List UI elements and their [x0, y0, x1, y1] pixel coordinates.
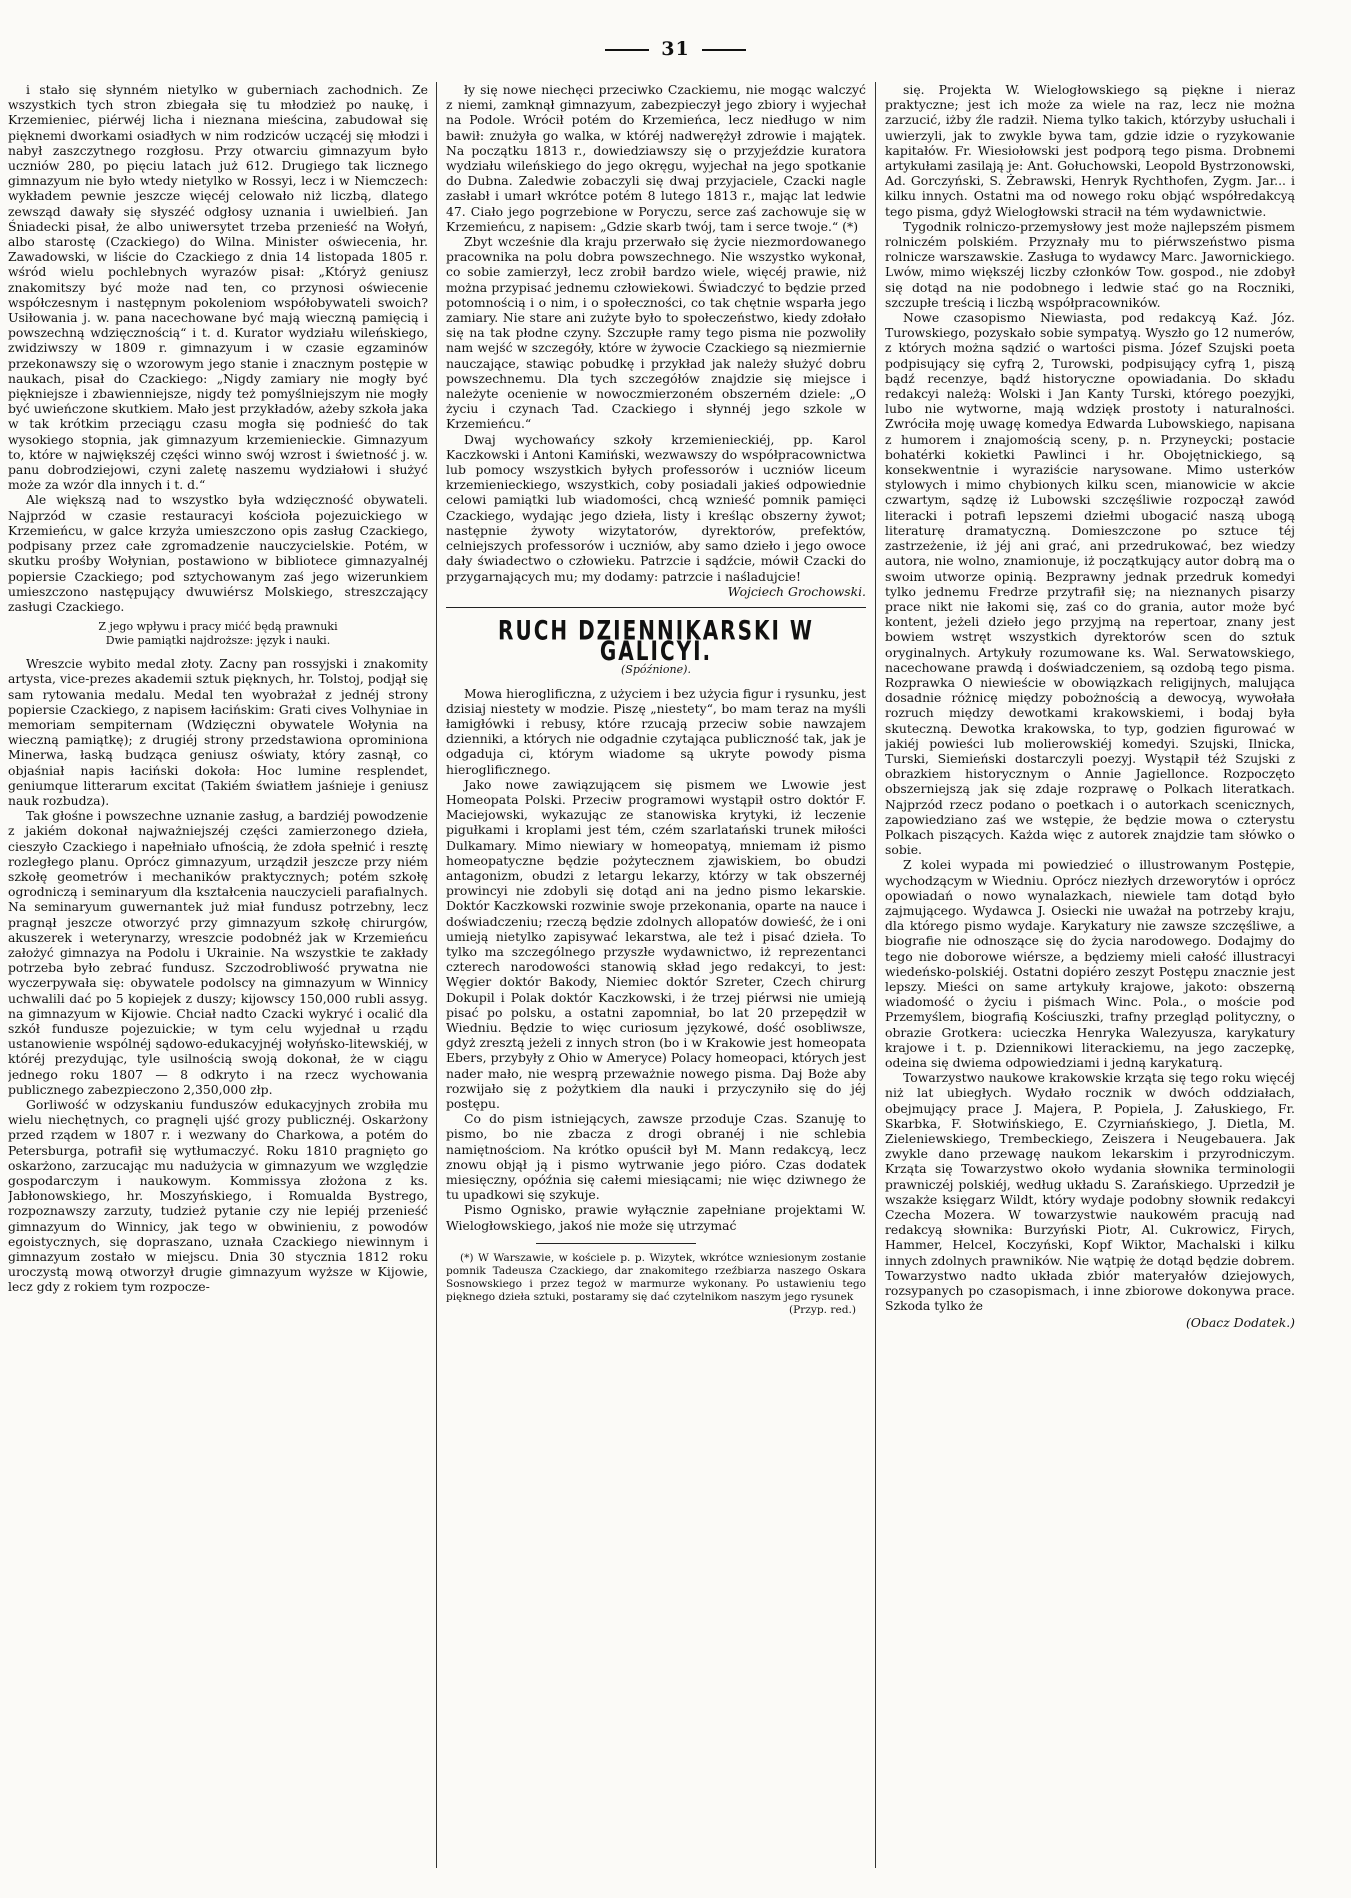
paragraph: Gorliwość w odzyskaniu funduszów edukacyjnych zrobiła mu wielu niechętnych, co pragnęli ujść grozy publicznéj. Oskarżony przed rządem w 1807 r. i wezwany do Charkowa, a potém do Petersburga, potrafił się wytłumaczyć. Roku 1810 pragnięto go oskarżono, zarzucając mu nadużycia w gimnazyum we względzie gospodarczym i naukowym. Kommissya złożona z ks. Jabłonowskiego, hr. Moszyńskiego, i Romualda Bystrego, rozpoznawszy zarzuty, tudzież pytanie czy nie lepiéj przenieść gimnazyum do Winnicy, jak tego w obwinieniu, z powodów egoistycznych, się dopraszano, uznała Czackiego niewinnym i gimnazyum zostało w miejscu. Dnia 30 stycznia 1812 roku uroczystą mową otworzył drugie gimnazyum wyższe w Kijowie, lecz gdy z rokiem tym rozpocze- — [8, 1097, 428, 1295]
footnote-rule — [536, 1243, 696, 1244]
column-2 — [446, 82, 866, 1868]
paragraph: Tak głośne i powszechne uznanie zasług, a bardziéj powodzenie z jakiém dokonał najważniejszéj części zamierzonego dzieła, cieszyło Czackiego i napełniało ufnością, że zdoła spełnić i resztę rozległego planu. Oprócz gimnazyum, urządził jeszcze przy niém szkołę geometrów i mechaników praktycznych; potém szkołę ogrodniczą i seminaryum dla kształcenia nauczycieli parafialnych. Na seminaryum guwernantek już miał fundusz potrzebny, lecz pragnął jeszcze otworzyć przy gimnazyum szkołę chirurgów, akuszerek i weterynarzy, wreszcie podobnéż jak w Krzemieńcu założyć gimnazya na Podolu i Ukrainie. Na wszystkie te zakłady potrzeba było zebrać fundusz. Szczodrobliwość prywatna nie wyczerpywała się: obywatele podolscy na gimnazyum w Winnicy uchwalili dać po 5 kopiejek z duszy; kijowscy 150,000 rubli assyg. na gimnazyum w Kijowie. Chciał nadto Czacki wykryć i ocalić dla szkół fundusze pojezuickie; w tym celu wyjednał u rządu ustanowienie wspólnéj sądowo-edukacyjnéj wołyńsko-litewskiéj, w któréj prezydując, tyle usilnością swoją dokonał, że w ciągu jednego roku 1807 — 8 odkryto i na rzecz wychowania publicznego zabezpieczono 2,350,000 złp. — [8, 808, 428, 1097]
paragraph: ły się nowe niechęci przeciwko Czackiemu, nie mogąc walczyć z niemi, zamknął gimnazyum, zabezpieczył jego zbiory i wyjechał na Podole. Wrócił potém do Krzemieńca, lecz niedługo w nim bawił: znużyła go walka, w któréj nadwerężył zdrowie i majątek. Na początku 1813 r., dowiedziawszy się o przyjeździe kuratora wydziału wileńskiego do jego okręgu, wyjechał na jego spotkanie do Dubna. Zaledwie zobaczyli się dwaj przyjaciele, Czacki nagle zasłabł i umarł wkrótce potém 8 lutego 1813 r., mając lat ledwie 47. Ciało jego pogrzebione w Poryczu, serce zaś zachowuje się w Krzemieńcu, z napisem: „Gdzie skarb twój, tam i serce twoje.“ (*) — [446, 82, 866, 234]
paragraph: Jako nowe zawiązującem się pismem we Lwowie jest Homeopata Polski. Przeciw programowi wystąpił ostro doktór F. Maciejowski, wykazując ze stanowiska krytyki, iż leczenie pigułkami i kroplami jest tém, czém szarlatański trunek miłości Dulkamary. Mimo niewiary w homeopatyą, mniemam iż pismo homeopatyczne będzie pożytecznem zjawiskiem, bo obudzi antagonizm, obudzi z letargu lekarzy, którzy w tak obszernéj prowincyi nie zdobyli się dotąd ani na jedno pismo lekarskie. Doktór Kaczkowski rozwinie swoje przekonania, oparte na nauce i doświadczeniu; rzeczą będzie zdolnych allopatów dowieść, że i oni umieją nietylko zapisywać lekarstwa, ale też i pisać dzieła. To tylko ma szczególnego przyszłe wydawnictwo, iż reprezentanci czterech narodowości stanowią skład jego redakcyi, to jest: Węgier doktór Bakody, Niemiec doktór Szreter, Czech chirurg Dokupil i Polak doktór Kaczkowski, i że trzej piérwsi nie umieją pisać po polsku, a ostatni zapomniał, bo lat 20 przepędził w Wiedniu. Będzie to więc curiosum językowé, dość osobliwsze, gdyż zresztą jeżeli z innych stron (bo i w Krakowie jest homeopata Ebers, przybyły z Ohio w Ameryce) Polacy homeopaci, których jest nader mało, nie wesprą przeważnie nowego pisma. Daj Boże aby rozwijało się z pożytkiem dla nauki i przyczyniło się do jéj postępu. — [446, 776, 866, 1111]
column-rule — [875, 82, 876, 1868]
paragraph: i stało się słynném nietylko w guberniach zachodnich. Ze wszystkich tych stron zbiegała się tu młodzież po naukę, i Krzemieniec, piérwéj licha i nieznana mieścina, zabudował się pięknemi dworkami osiadłych w nim rodziców uczącéj się młodzi i nabył zaszczytnego rozgłosu. Przy otwarciu gimnazyum było uczniów 280, po pięciu latach już 612. Drugiego tak licznego gimnazyum nie było wtedy nietylko w Rossyi, lecz i w Niemczech: wykładem pewnie jeszcze więcéj celowało niż liczbą, dlatego zewsząd dawały się słyszéć odgłosy uznania i uwielbień. Jan Śniadecki pisał, że albo uniwersytet trzeba przenieść na Wołyń, albo starostę (Czackiego) do Wilna. Minister oświecenia, hr. Zawadowski, w liście do Czackiego z dnia 14 listopada 1805 r. wśród wielu pochlebnych wyrazów pisał: „Któryż geniusz znakomitszy być może nad ten, co przynosi oświecenie współczesnym i następnym pokoleniom współobywateli swoich? Usiłowania j. w. pana nacechowane być mają wieczną pamięcią i powszechną wdzięcznością“ i t. d. Kurator wydziału wileńskiego, zwidziwszy w 1809 r. gimnazyum i w czasie egzaminów przekonawszy się o wzorowym jego stanie i znacznym postępie w naukach, pisał do Czackiego: „Nigdy zamiary nie mogły być piękniejsze i zbawienniejsze, nigdy też pomyślniejszym nie mogły być uwieńczone skutkiem. Mało jest przykładów, ażeby szkoła jaka w tak krótkim przeciągu czasu mogła się podnieść do tak wysokiego stopnia, jak gimnazyum krzemienieckie. Gimnazyum to, które w największéj części winno swój wzrost i świetność j. w. panu dobrodziejowi, czyni zaletę naszemu wydziałowi i służyć może za wzór dla innych i t. d.“ — [8, 82, 428, 493]
column-rule — [436, 82, 437, 1868]
paragraph: Pismo Ognisko, prawie wyłącznie zapełniane projektami W. Wielogłowskiego, jakoś nie może się utrzymać — [446, 1202, 866, 1233]
verse-quote — [8, 620, 428, 648]
section-title: RUCH DZIENNIKARSKI W GALICYI. — [498, 613, 814, 667]
page-number: 31 — [0, 38, 1351, 60]
paragraph: Z kolei wypada mi powiedzieć o illustrowanym Postępie, wychodzącym w Wiedniu. Oprócz niezłych drzeworytów i oprócz opowiadań o nowo wynalazkach, niewiele tam dotąd było zajmującego. Wydawca J. Osiecki nie uważał na potrzeby kraju, dla którego pismo wydaje. Karykatury nie zawsze szczęśliwe, a biografie nie odnoszące się do życia narodowego. Dodajmy do tego nie doborowe wiérsze, a będziemy mieli całość illustracyi wiedeńsko-polskiéj. Ostatni dopiéro zeszyt Postępu znacznie jest lepszy. Mieści on same artykuły krajowe, jakoto: obszerną wiadomość o życiu i piśmach Winc. Pola., o moście pod Przemyślem, biografią Kościuszki, trafny przegląd polityczny, o obrazie Grotkera: ucieczka Henryka Walezyusza, karykatury krajowe i t. p. Dziennikowi literackiemu, na jego zaczepkę, odeina się dwiema odpowiedziami i jedną karykaturą. — [885, 857, 1295, 1070]
column-3 — [885, 82, 1295, 1868]
paragraph: Wreszcie wybito medal złoty. Zacny pan rossyjski i znakomity artysta, vice-prezes akademii sztuk pięknych, hr. Tolstoj, podjął się sam rytowania medalu. Medal ten wyobrażał z jednéj strony popiersie Czackiego, z napisem łacińskim: Grati cives Volhyniae in memoriam sempiternam (Wdzięczni obywatele Wołynia na wieczną pamiątkę); z drugiéj strony przedstawiona oprominiona Minerwa, łaską budząca geniusz oświaty, który zasnął, co objaśniał napis łaciński dokoła: Hoc lumine resplendet, geniumque litterarum excitat (Takiém światłem jaśnieje i geniusz nauk rozbudza). — [8, 656, 428, 808]
paragraph: Towarzystwo naukowe krakowskie krząta się tego roku więcéj niż lat ubiegłych. Wydało rocznik w dwóch oddziałach, obejmujący prace J. Majera, P. Popiela, J. Załuskiego, Fr. Skarbka, F. Słotwińskiego, E. Czyrniańskiego, J. Dietla, M. Zieleniewskiego, Trembeckiego, Zeiszera i Neugebauera. Jak zwykle dano przewagę naukom lekarskim i przyrodniczym. Krząta się Towarzystwo około wydania słownika terminologii prawniczéj polskiéj, według układu S. Zarańskiego. Uprzedził je wszakże księgarz Wildt, który wydaje podobny słownik redakcyi Czecha Mozera. W towarzystwie naukowém pracują nad redakcyą słownika: Burzyński Piotr, Al. Cukrowicz, Firych, Hammer, Helcel, Koczyński, Kopf Wiktor, Machalski i kilku innych zdolnych prawników. Nie wątpię że dotąd będzie dobrem. Towarzystwo nadto układa zbiór materyałów dziejowych, rozsypanych po czasopismach, i inne zbiorowe dokonywa prace. Szkoda tylko że — [885, 1070, 1295, 1314]
footnote-signature: (Przyp. red.) — [788, 1303, 856, 1316]
footnote-text: (*) W Warszawie, w kościele p. p. Wizytek, wkrótce wzniesionym zostanie pomnik Tadeusza Czackiego, dar znakomitego rzeźbiarza naszego Oskara Sosnowskiego i przez tegoż w marmurze wykonany. Po ustawieniu tego pięknego dzieła sztuki, postaramy się dać czytelnikom naszym jego rysunek — [446, 1251, 866, 1303]
continuation-note: (Obacz Dodatek.) — [1185, 1315, 1295, 1331]
paragraph: Ale większą nad to wszystko była wdzięczność obywateli. Najprzód w czasie restauracyi kościoła pojezuickiego w Krzemieńcu, w galce krzyża umieszczono opis zasług Czackiego, podpisany przez całe zgromadzenie nauczycielskie. Potém, w skutku prośby Wołynian, postawiono w bibliotece gimnazyalnéj popiersie Czackiego; pod sztychowanym zaś jego wizerunkiem umieszczono następujący dwuwiérsz Molskiego, streszczający zasługi Czackiego. — [8, 492, 428, 614]
section-divider — [446, 607, 866, 608]
footnote — [446, 1252, 866, 1317]
paragraph: Co do pism istniejących, zawsze przoduje Czas. Szanuję to pismo, bo nie zbacza z drogi obranéj i nie schlebia namiętnościom. Na krótko opuścił był M. Mann redakcyą, lecz znowu objął ją i pismo wytrwanie jego pióro. Czas dodatek miesięczny, opóźnia się całemi miesiącami; nie więc dziwnego że tu upadkowi się szykuje. — [446, 1111, 866, 1203]
paragraph: Zbyt wcześnie dla kraju przerwało się życie niezmordowanego pracownika na polu dobra powszechnego. Nie wszystko wykonał, co sobie zamierzył, lecz zrobił bardzo wiele, więcéj prawie, niż można przypisać jednemu człowiekowi. Świadczyć to będzie przed potomnością i o nim, i o społeczności, co tak chętnie wsparła jego zamiary. Nie stare ani zużyte było to społeczeństwo, kiedy zdołało się na tak płodne czyny. Szczupłe ramy tego pisma nie pozwoliły nam wejść w szczegóły, które w żywocie Czackiego są niezmiernie nauczające, stawiąc pobudkę i przykład jak należy służyć dobru powszechnemu. Dla tych szczegółów znajdzie się miejsce i należyte ocenienie w nowoczmierzoném obszerném dziele: „O życiu i czynach Tad. Czackiego i słynnéj jego szkole w Krzemieńcu.“ — [446, 234, 866, 432]
verse-line: Dwie pamiątki najdroższe: język i nauki. — [105, 634, 331, 648]
section-subtitle: (Spóźnione). — [621, 663, 691, 677]
paragraph: się. Projekta W. Wielogłowskiego są piękne i nieraz praktyczne; jest ich może za wiele na raz, lecz nie można zarzucić, iżby źle radził. Niema tylko takich, którzyby usłuchali i uwierzyli, jak to zwykle bywa tam, gdzie idzie o ryzykowanie kapitałów. Fr. Wiesiołowski jest podporą tego pisma. Drobnemi artykułami zasilają je: Ant. Gołuchowski, Leopold Bystrzonowski, Ad. Gorczyński, S. Żebrawski, Henryk Rychthofen, Zygm. Jar... i kilku innych. Ostatni ma od nowego roku objąć współredakcyą tego pisma, gdyż Wielogłowski stracił na tém wydawnictwie. — [885, 82, 1295, 219]
verse-line: Z jego wpływu i pracy mićć będą prawnuki — [98, 620, 338, 634]
author-signature: Wojciech Grochowski. — [727, 583, 866, 599]
paragraph: Mowa hieroglificzna, z użyciem i bez użycia figur i rysunku, jest dzisiaj niestety w modzie. Piszę „niestety“, bo mam teraz na myśli łamigłówki i rebusy, które rzucają przeciw sobie nawzajem dzienniki, a których nie odgadnie czytająca publiczność tak, jak je odgaduja ci, którym wiadome są ukryte powody pisma hieroglificznego. — [446, 685, 866, 777]
paragraph: Dwaj wychowańcy szkoły krzemienieckiéj, pp. Karol Kaczkowski i Antoni Kamiński, wezwawszy do współpracownictwa lub pomocy wszystkich byłych professorów i uczniów liceum krzemienieckiego, wszystkich, coby posiadali jakieś odpowiednie celowi pamiątki lub wiadomości, chcą wznieść pomnik pamięci Czackiego, wydając jego dzieła, listy i kreśląc obszerny żywot; następnie żywoty wizytatorów, dyrektorów, prefektów, celniejszych professorów i uczniów, aby samo dzieło i jego owoce dały świadectwo o człowieku. Patrzcie i sądźcie, mówił Czacki do przygarnających mu; my dodamy: patrzcie i naśladujcie! — [446, 431, 866, 584]
column-1 — [8, 82, 428, 1868]
paragraph: Tygodnik rolniczo-przemysłowy jest może najlepszém pismem rolniczém polskiém. Przyznały mu to piérwszeństwo pisma rolnicze warszawskie. Zasługa to wydawcy Marc. Jawornickiego. Lwów, mimo większéj liczby członków Tow. gospod., nie zdobył się dotąd na nie podobnego i ledwie stać go na Roczniki, szczupłe treścią i liczbą współpracowników. — [885, 218, 1295, 310]
paragraph: Nowe czasopismo Niewiasta, pod redakcyą Kaź. Józ. Turowskiego, pozyskało sobie sympatyą. Wyszło go 12 numerów, z których można sądzić o wartości pisma. Józef Szujski poeta podpisujący się cyfrą 2, Turowski, podpisujący cyfrą 1, piszą bądź recenzye, bądź historyczne opowiadania. Do składu redakcyi należą: Wolski i Jan Kanty Turski, którego poezyjki, lubo nie wytworne, mają wdzięk prostoty i naturalności. Zwróciła moję uwagę komedya Edwarda Lubowskiego, napisana z humorem i znajomością sceny, p. n. Przyneycki; postacie bohatérki kokietki Pawlinci i hr. Obojętnickiego, są konsekwentnie i wyraziście narysowane. Mimo usterków stylowych i mimo chybionych kilku scen, mianowicie w akcie czwartym, sądzę iż Lubowski szczęśliwie rozpoczął zawód literacki i potrafi lepszemi dziełmi ubogacić naszą ubogą literaturę dramatyczną. Domieszczone po sztuce téj zastrzeżenie, iż jéj ani grać, ani przedrukować, bez wiedzy autora, nie wolno, znamionuje, iż początkujący autor dobrą ma o swoim utworze opinią. Bezprawny jednak przedruk komedyi tylko jednemu Fredrze przytrafił się; na nieznanych pisarzy prace nikt nie łakomi się, zaś co do grania, autor może być kontent, jeżeli dzieło jego przyjmą na repertoar, znany jest bowiem wstręt wszystkich dyrektorów scen do sztuk oryginalnych. Artykuły rozumowane ks. Wal. Serwatowskiego, nacechowane prawdą i doświadczeniem, są ozdobą tego pisma. Rozprawka O niewieście w obowiązkach religijnych, malująca dosadnie różnicę między pobożnością a dewocyą, wywołała rozruch między dewotkami krakowskiemi, i bodaj była skuteczną. Dewotka krakowska, to typ, godzien figurować w jakiéj powieści lub molierowskiéj komedyi. Szujski, Ilnicka, Turski, Siemieński dostarczyli poezyj. Wystąpił téż Szujski z obrazkiem historycznym o Annie Jagiellonce. Rozpoczęto obszerniejszą jak się zdaje rozprawę o Polkach literatkach. Najprzód rzecz podano o poetkach i o autorkach scenicznych, zapowiedziano zaś we wstępie, że będzie mowa o czterystu Polkach piszących. Każda więc z autorek znajdzie tam słówko o sobie. — [885, 310, 1295, 858]
